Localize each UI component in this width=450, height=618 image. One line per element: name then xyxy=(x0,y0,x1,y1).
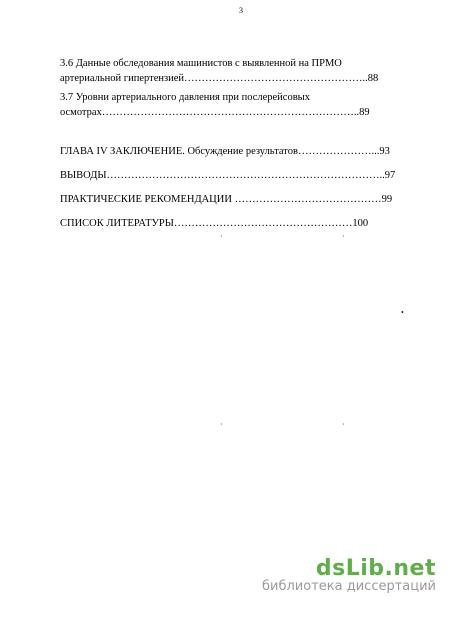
toc-entry-recommendations: ПРАКТИЧЕСКИЕ РЕКОМЕНДАЦИИ ……………………………………99 xyxy=(60,194,393,205)
toc-entry-3-7-title: 3.7 Уровни артериального давления при послерейсовых xyxy=(60,92,310,103)
toc-entry-chapter-4: ГЛАВА IV ЗАКЛЮЧЕНИЕ. Обсуждение результатов…………………...93 xyxy=(60,146,390,157)
watermark-subtitle: библиотека диссертаций xyxy=(262,579,436,594)
watermark-logo: dsLib.net xyxy=(315,556,436,581)
scan-speck: · xyxy=(342,232,345,241)
page-number: 3 xyxy=(239,6,243,15)
toc-entry-3-7-cont: осмотрах………………………………………………………………..89 xyxy=(60,107,370,118)
toc-entry-3-6-title: 3.6 Данные обследования машинистов с выявленной на ПРМО xyxy=(60,58,342,69)
toc-entry-3-6-cont: артериальной гипертензией……………………………………………..88 xyxy=(60,73,379,84)
dslib-watermark xyxy=(262,556,436,594)
scan-speck: · xyxy=(220,232,223,241)
scan-speck: · xyxy=(220,420,223,429)
toc-entry-conclusions: ВЫВОДЫ……………………………………………………………………..97 xyxy=(60,170,396,181)
scan-speck: • xyxy=(401,308,404,317)
scan-speck: · xyxy=(342,420,345,429)
toc-entry-references: СПИСОК ЛИТЕРАТУРЫ……………………………………………100 xyxy=(60,218,369,229)
